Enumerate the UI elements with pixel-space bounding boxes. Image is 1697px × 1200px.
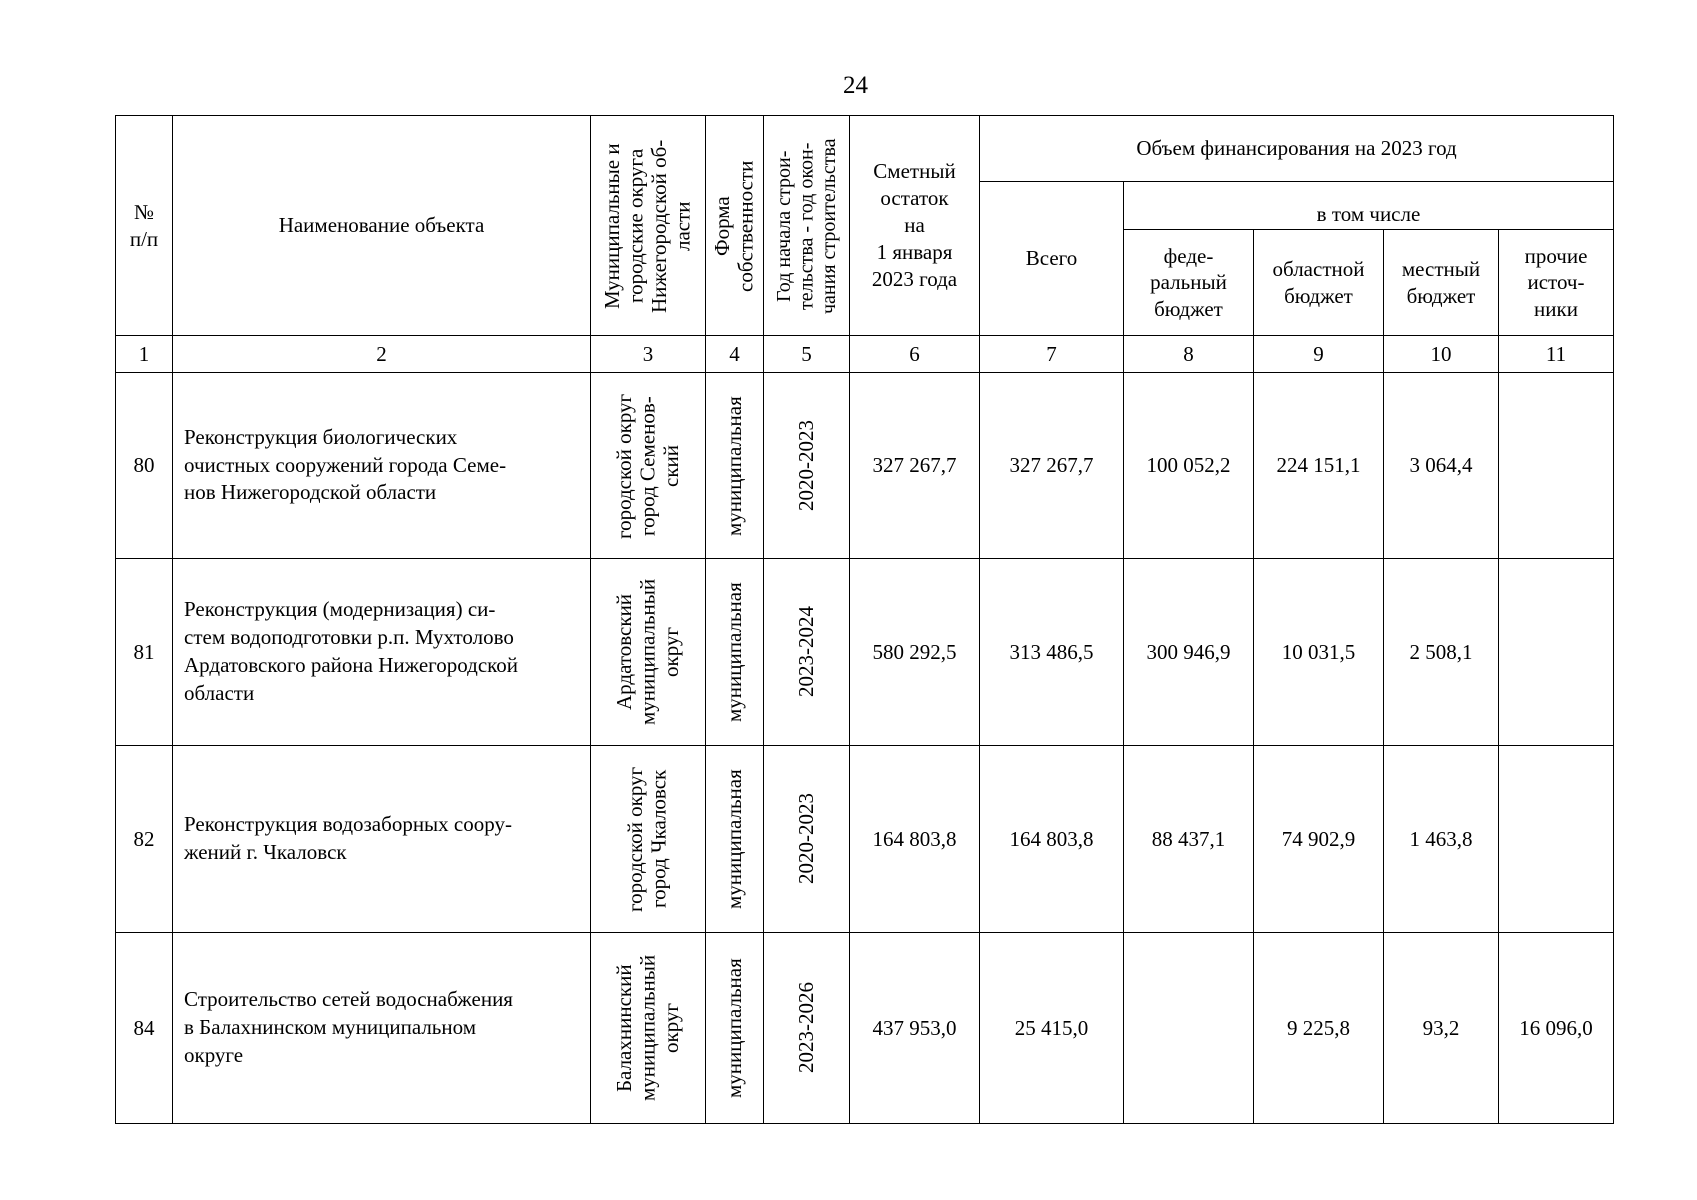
column-number: 11 (1499, 336, 1614, 373)
header-regional: областной бюджет (1254, 230, 1384, 336)
column-number: 7 (980, 336, 1124, 373)
total: 25 415,0 (980, 933, 1124, 1124)
header-municipality: Муниципальные и городские округа Нижегородской об- ласти (591, 116, 706, 336)
row-number: 84 (116, 933, 173, 1124)
financing-table (115, 115, 1614, 1124)
row-number: 81 (116, 559, 173, 746)
local-budget: 93,2 (1384, 933, 1499, 1124)
object-name: Реконструкция биологических очистных сооружений города Семе- нов Нижегородской области (173, 373, 591, 559)
table-row (116, 933, 1614, 1124)
object-name: Реконструкция (модернизация) си- стем водоподготовки р.п. Мухтолово Ардатовского района Нижегородской области (173, 559, 591, 746)
header-total: Всего (980, 182, 1124, 336)
header-funding-group: Объем финансирования на 2023 год (980, 116, 1614, 182)
regional-budget: 224 151,1 (1254, 373, 1384, 559)
estimate-balance: 164 803,8 (850, 746, 980, 933)
column-number: 4 (706, 336, 764, 373)
local-budget: 1 463,8 (1384, 746, 1499, 933)
estimate-balance: 580 292,5 (850, 559, 980, 746)
object-name: Строительство сетей водоснабжения в Балахнинском муниципальном округе (173, 933, 591, 1124)
regional-budget: 10 031,5 (1254, 559, 1384, 746)
column-number: 10 (1384, 336, 1499, 373)
table-row (116, 373, 1614, 559)
header-estimate: Сметный остаток на 1 января 2023 года (850, 116, 980, 336)
header-number: № п/п (116, 116, 173, 336)
regional-budget: 74 902,9 (1254, 746, 1384, 933)
row-number: 82 (116, 746, 173, 933)
other-sources (1499, 373, 1614, 559)
other-sources: 16 096,0 (1499, 933, 1614, 1124)
construction-years: 2023-2024 (764, 559, 850, 746)
header-including: в том числе (1124, 182, 1614, 230)
row-number: 80 (116, 373, 173, 559)
regional-budget: 9 225,8 (1254, 933, 1384, 1124)
ownership: муниципальная (706, 933, 764, 1124)
local-budget: 3 064,4 (1384, 373, 1499, 559)
municipality: городской округ город Чкаловск (591, 746, 706, 933)
ownership: муниципальная (706, 746, 764, 933)
column-number: 6 (850, 336, 980, 373)
column-numbers-row (116, 336, 1614, 373)
construction-years: 2020-2023 (764, 746, 850, 933)
header-other: прочие источ- ники (1499, 230, 1614, 336)
header-local: местный бюджет (1384, 230, 1499, 336)
estimate-balance: 437 953,0 (850, 933, 980, 1124)
ownership: муниципальная (706, 559, 764, 746)
total: 164 803,8 (980, 746, 1124, 933)
column-number: 3 (591, 336, 706, 373)
other-sources (1499, 746, 1614, 933)
ownership: муниципальная (706, 373, 764, 559)
federal-budget (1124, 933, 1254, 1124)
page-number: 24 (843, 72, 868, 99)
column-number: 2 (173, 336, 591, 373)
column-number: 5 (764, 336, 850, 373)
total: 327 267,7 (980, 373, 1124, 559)
estimate-balance: 327 267,7 (850, 373, 980, 559)
object-name: Реконструкция водозаборных соору- жений г. Чкаловск (173, 746, 591, 933)
federal-budget: 100 052,2 (1124, 373, 1254, 559)
header-federal: феде- ральный бюджет (1124, 230, 1254, 336)
local-budget: 2 508,1 (1384, 559, 1499, 746)
column-number: 8 (1124, 336, 1254, 373)
column-number: 1 (116, 336, 173, 373)
other-sources (1499, 559, 1614, 746)
table-row (116, 746, 1614, 933)
header-years: Год начала строи- тельства - год окон- чания строительства (764, 116, 850, 336)
total: 313 486,5 (980, 559, 1124, 746)
federal-budget: 300 946,9 (1124, 559, 1254, 746)
construction-years: 2023-2026 (764, 933, 850, 1124)
header-object-name: Наименование объекта (173, 116, 591, 336)
municipality: Балахнинский муниципальный округ (591, 933, 706, 1124)
municipality: городской округ город Семенов- ский (591, 373, 706, 559)
federal-budget: 88 437,1 (1124, 746, 1254, 933)
municipality: Ардатовский муниципальный округ (591, 559, 706, 746)
header-ownership: Форма собственности (706, 116, 764, 336)
construction-years: 2020-2023 (764, 373, 850, 559)
table-row (116, 559, 1614, 746)
column-number: 9 (1254, 336, 1384, 373)
